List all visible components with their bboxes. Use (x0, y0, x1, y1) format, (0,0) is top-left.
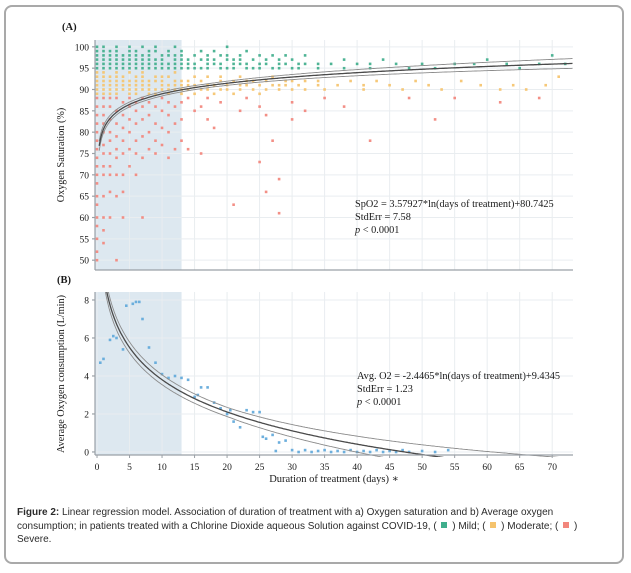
svg-text:50: 50 (79, 256, 89, 267)
svg-text:25: 25 (254, 463, 265, 473)
svg-text:2: 2 (84, 410, 89, 421)
panel-b-label: (B) (57, 275, 71, 286)
svg-text:10: 10 (157, 463, 167, 473)
caption-figure-number: Figure 2: (17, 507, 60, 518)
svg-text:p < 0.0001: p < 0.0001 (357, 397, 402, 408)
svg-text:0: 0 (94, 463, 100, 473)
svg-text:100: 100 (74, 43, 89, 54)
svg-text:60: 60 (79, 214, 89, 225)
y-axis-label-b: Average Oxygen consumption (L/min) (56, 295, 67, 453)
svg-text:StdErr = 1.23: StdErr = 1.23 (357, 384, 413, 395)
svg-text:0: 0 (84, 448, 89, 459)
svg-text:6: 6 (84, 334, 89, 345)
svg-text:75: 75 (79, 150, 89, 161)
caption-text-3: ) Moderate; ( (498, 520, 562, 532)
svg-text:5: 5 (127, 463, 132, 473)
svg-text:65: 65 (514, 463, 525, 473)
svg-text:70: 70 (79, 171, 89, 182)
svg-text:40: 40 (352, 463, 362, 473)
panel-a (56, 40, 573, 270)
caption-text-1: Linear regression model. Association of duration of treatment with a) Oxygen saturation and b) Average oxygen consumption; in patients treated with a Chlorine Dioxide aqueous Solution against COVID-19, ( (17, 507, 554, 532)
svg-text:90: 90 (79, 85, 89, 96)
svg-text:35: 35 (319, 463, 330, 473)
x-axis-tick-labels (95, 455, 558, 473)
x-axis-label: Duration of treatment (days) ∗ (269, 474, 399, 485)
svg-text:30: 30 (287, 463, 297, 473)
equation-annotation-b (356, 371, 560, 408)
legend-swatch-severe (563, 522, 569, 528)
svg-text:4: 4 (84, 372, 89, 383)
svg-text:50: 50 (417, 463, 427, 473)
panel-b-y-tick-labels (84, 296, 89, 458)
panel-a-label: (A) (62, 22, 77, 33)
svg-text:20: 20 (222, 463, 232, 473)
svg-text:Avg. O2 = -2.4465*ln(days of t: Avg. O2 = -2.4465*ln(days of treatment)+9.4345 (357, 371, 561, 382)
svg-text:8: 8 (84, 296, 89, 307)
svg-text:60: 60 (482, 463, 492, 473)
panel-b-shaded-region (95, 292, 182, 455)
caption-text-2: ) Mild; ( (449, 520, 489, 532)
svg-text:80: 80 (79, 128, 89, 139)
legend-swatch-moderate (490, 522, 496, 528)
legend-swatch-mild (441, 522, 447, 528)
svg-text:15: 15 (189, 463, 200, 473)
svg-text:65: 65 (79, 192, 89, 203)
svg-text:55: 55 (449, 463, 460, 473)
svg-text:45: 45 (384, 463, 395, 473)
svg-text:55: 55 (79, 235, 89, 246)
y-axis-label-a: Oxygen Saturation (%) (56, 107, 67, 203)
panel-a-y-tick-labels (75, 43, 90, 266)
svg-text:95: 95 (79, 64, 89, 75)
svg-text:85: 85 (79, 107, 89, 118)
panel-a-shaded-region (95, 40, 182, 270)
svg-text:SpO2 = 3.57927*ln(days of trea: SpO2 = 3.57927*ln(days of treatment)+80.7425 (355, 199, 554, 210)
svg-text:StdErr = 7.58: StdErr = 7.58 (355, 212, 411, 223)
figure-caption (17, 506, 601, 547)
caption-text-4: ) Severe. (17, 520, 578, 545)
svg-text:p < 0.0001: p < 0.0001 (355, 225, 400, 236)
svg-text:70: 70 (547, 463, 557, 473)
